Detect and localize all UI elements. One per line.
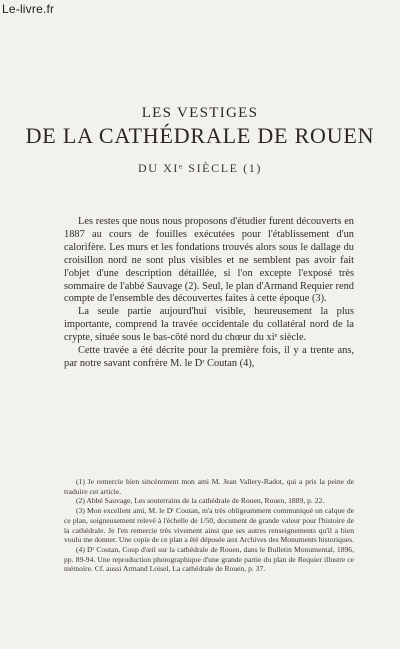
title-line-3: DU XIᵉ SIÈCLE (1) [138,161,262,175]
paragraph-2: La seule partie aujourd'hui visible, heureusement la plus importante, comprend la travée occidentale du collatéral nord de la crypte, située sous le bas-côté nord du chœur du xiᵉ siècle. [64,306,354,344]
footnote-3: (3) Mon excellent ami, M. le Dʳ Coutan, m'a très obligeamment communiqué un calque de ce plan, soigneusement relevé à l'échelle de 1/50, document de grande valeur pour l'histoire de la cathédrale. Je l'en remercie très vivement ainsi que ses autres renseignements qu'il a bien voulu me donner. Une copie de ce plan a été déposée aux Archives des Monuments historiques. [64,506,354,545]
footnotes [64,477,354,574]
title-line-2: DE LA CATHÉDRALE DE ROUEN [25,123,375,148]
footnote-1: (1) Je remercie bien sincèrement mon ami M. Jean Vallery-Radot, qui a pris la peine de traduire cet article. [64,477,354,496]
watermark-banner: Le-livre.fr [2,2,55,16]
footnote-2: (2) Abbé Sauvage, Les souterrains de la cathédrale de Rouen, Rouen, 1889, p. 22. [76,496,325,506]
body-text [64,216,354,371]
title-line-1: LES VESTIGES [141,105,259,121]
paragraph-1: Les restes que nous nous proposons d'étudier furent découverts en 1887 au cours de fouilles exécutées pour l'établissement d'un calorifère. Les murs et les fondations trouvés alors sous le dallage du croisillon nord ne sont plus visibles et ne semblent pas avoir fait l'objet d'une description détaillée, si l'on excepte l'exposé très sommaire de l'abbé Sauvage (2). Seul, le plan d'Armand Requier rend compte de l'ensemble des découvertes faites à cette époque (3). [64,216,354,305]
paragraph-3: Cette travée a été décrite pour la première fois, il y a trente ans, par notre savant confrère M. le Dʳ Coutan (4), [64,345,354,369]
footnote-4: (4) Dʳ Coutan, Coup d'œil sur la cathédrale de Rouen, dans le Bulletin Monumental, 1896, pp. 89-94. Une reproduction photographique d'une grande partie du plan de Requier illustre ce mémoire. Cf. aussi Armand Loisel, La cathédrale de Rouen, p. 37. [64,544,354,574]
